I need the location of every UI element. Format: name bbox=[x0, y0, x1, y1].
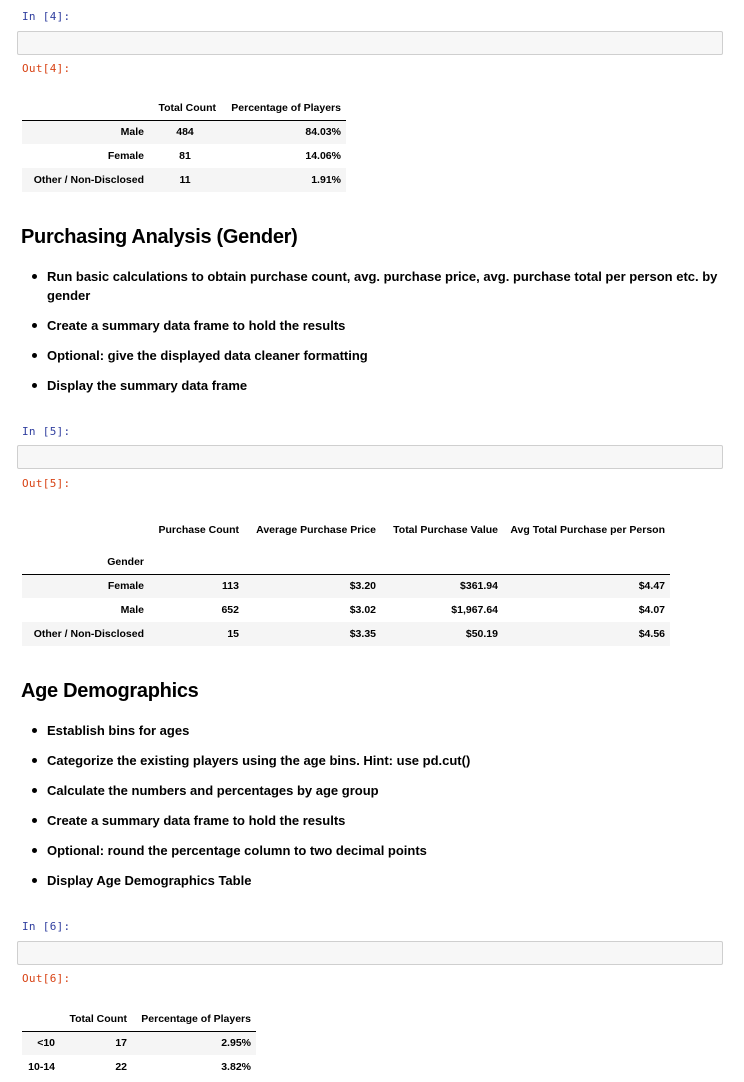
table-header-blank bbox=[22, 1007, 60, 1031]
table-header-blank bbox=[22, 96, 149, 120]
column-header: Percentage of Players bbox=[231, 101, 341, 114]
cell-avg-price: $3.35 bbox=[244, 622, 381, 646]
cell-count: 11 bbox=[149, 168, 221, 192]
row-label: Female bbox=[107, 150, 144, 162]
cell-pct: 84.03% bbox=[221, 120, 346, 144]
list-item: Optional: give the displayed data cleaner formatting bbox=[21, 346, 721, 365]
out-prompt-5: Out[5]: bbox=[22, 477, 71, 490]
purchasing-bullet-list bbox=[21, 267, 721, 395]
list-item: Optional: round the percentage column to two decimal points bbox=[21, 841, 721, 860]
in-prompt-5: In [5]: bbox=[22, 425, 71, 438]
column-header: Average Purchase Price bbox=[256, 524, 376, 536]
code-cell-5[interactable] bbox=[17, 445, 723, 469]
cell-avg-price: $3.20 bbox=[244, 574, 381, 598]
in-prompt-6: In [6]: bbox=[22, 920, 71, 933]
cell-pct: 2.95% bbox=[132, 1031, 256, 1055]
table-header-blank bbox=[22, 510, 149, 550]
section-heading-purchasing: Purchasing Analysis (Gender) bbox=[21, 226, 298, 248]
list-item: Establish bins for ages bbox=[21, 721, 721, 740]
cell-total: $1,967.64 bbox=[451, 604, 498, 616]
column-header: Percentage of Players bbox=[141, 1012, 251, 1025]
list-item: Categorize the existing players using the age bins. Hint: use pd.cut() bbox=[21, 751, 721, 770]
gender-demographics-table bbox=[22, 96, 346, 192]
list-item: Run basic calculations to obtain purchase count, avg. purchase price, avg. purchase total per person etc. by gender bbox=[21, 267, 721, 305]
cell-count: 81 bbox=[179, 150, 191, 162]
cell-pct: 14.06% bbox=[305, 150, 341, 162]
cell-total: $361.94 bbox=[381, 574, 503, 598]
cell-per-person: $4.07 bbox=[638, 604, 665, 616]
cell-count: 15 bbox=[149, 622, 244, 646]
purchasing-analysis-table bbox=[22, 510, 670, 646]
table-row bbox=[22, 622, 670, 646]
table-row bbox=[22, 1055, 256, 1079]
out-prompt-4: Out[4]: bbox=[22, 62, 71, 75]
table-row bbox=[22, 168, 346, 192]
code-cell-6[interactable] bbox=[17, 941, 723, 965]
list-item: Calculate the numbers and percentages by age group bbox=[21, 781, 721, 800]
cell-count: 113 bbox=[149, 574, 244, 598]
column-header: Purchase Count bbox=[158, 524, 239, 536]
cell-pct: 3.82% bbox=[221, 1061, 251, 1073]
row-label: <10 bbox=[22, 1031, 60, 1055]
list-item: Display Age Demographics Table bbox=[21, 871, 721, 890]
column-header: Avg Total Purchase per Person bbox=[510, 524, 665, 536]
out-prompt-6: Out[6]: bbox=[22, 972, 71, 985]
cell-pct: 1.91% bbox=[221, 168, 346, 192]
age-demographics-table bbox=[22, 1007, 256, 1079]
column-header: Total Purchase Value bbox=[393, 524, 498, 536]
code-cell-4[interactable] bbox=[17, 31, 723, 55]
cell-total: $50.19 bbox=[381, 622, 503, 646]
cell-per-person: $4.56 bbox=[503, 622, 670, 646]
in-prompt-4: In [4]: bbox=[22, 10, 71, 23]
row-label: Male bbox=[120, 604, 144, 616]
age-bullet-list bbox=[21, 721, 721, 890]
table-row bbox=[22, 1031, 256, 1055]
table-row bbox=[22, 574, 670, 598]
cell-count: 17 bbox=[60, 1031, 132, 1055]
row-label: 10-14 bbox=[28, 1061, 55, 1073]
table-row bbox=[22, 598, 670, 622]
list-item: Create a summary data frame to hold the results bbox=[21, 811, 721, 830]
row-label: Female bbox=[22, 574, 149, 598]
cell-per-person: $4.47 bbox=[503, 574, 670, 598]
cell-count: 22 bbox=[115, 1061, 127, 1073]
cell-avg-price: $3.02 bbox=[349, 604, 376, 616]
row-label: Other / Non-Disclosed bbox=[22, 622, 149, 646]
index-name: Gender bbox=[107, 555, 144, 568]
table-row bbox=[22, 144, 346, 168]
table-row bbox=[22, 120, 346, 144]
cell-count: 484 bbox=[149, 120, 221, 144]
list-item: Create a summary data frame to hold the results bbox=[21, 316, 721, 335]
column-header: Total Count bbox=[69, 1012, 127, 1025]
list-item: Display the summary data frame bbox=[21, 376, 721, 395]
cell-count: 652 bbox=[221, 604, 239, 616]
section-heading-age: Age Demographics bbox=[21, 680, 199, 702]
row-label: Other / Non-Disclosed bbox=[22, 168, 149, 192]
row-label: Male bbox=[22, 120, 149, 144]
column-header: Total Count bbox=[158, 101, 216, 114]
